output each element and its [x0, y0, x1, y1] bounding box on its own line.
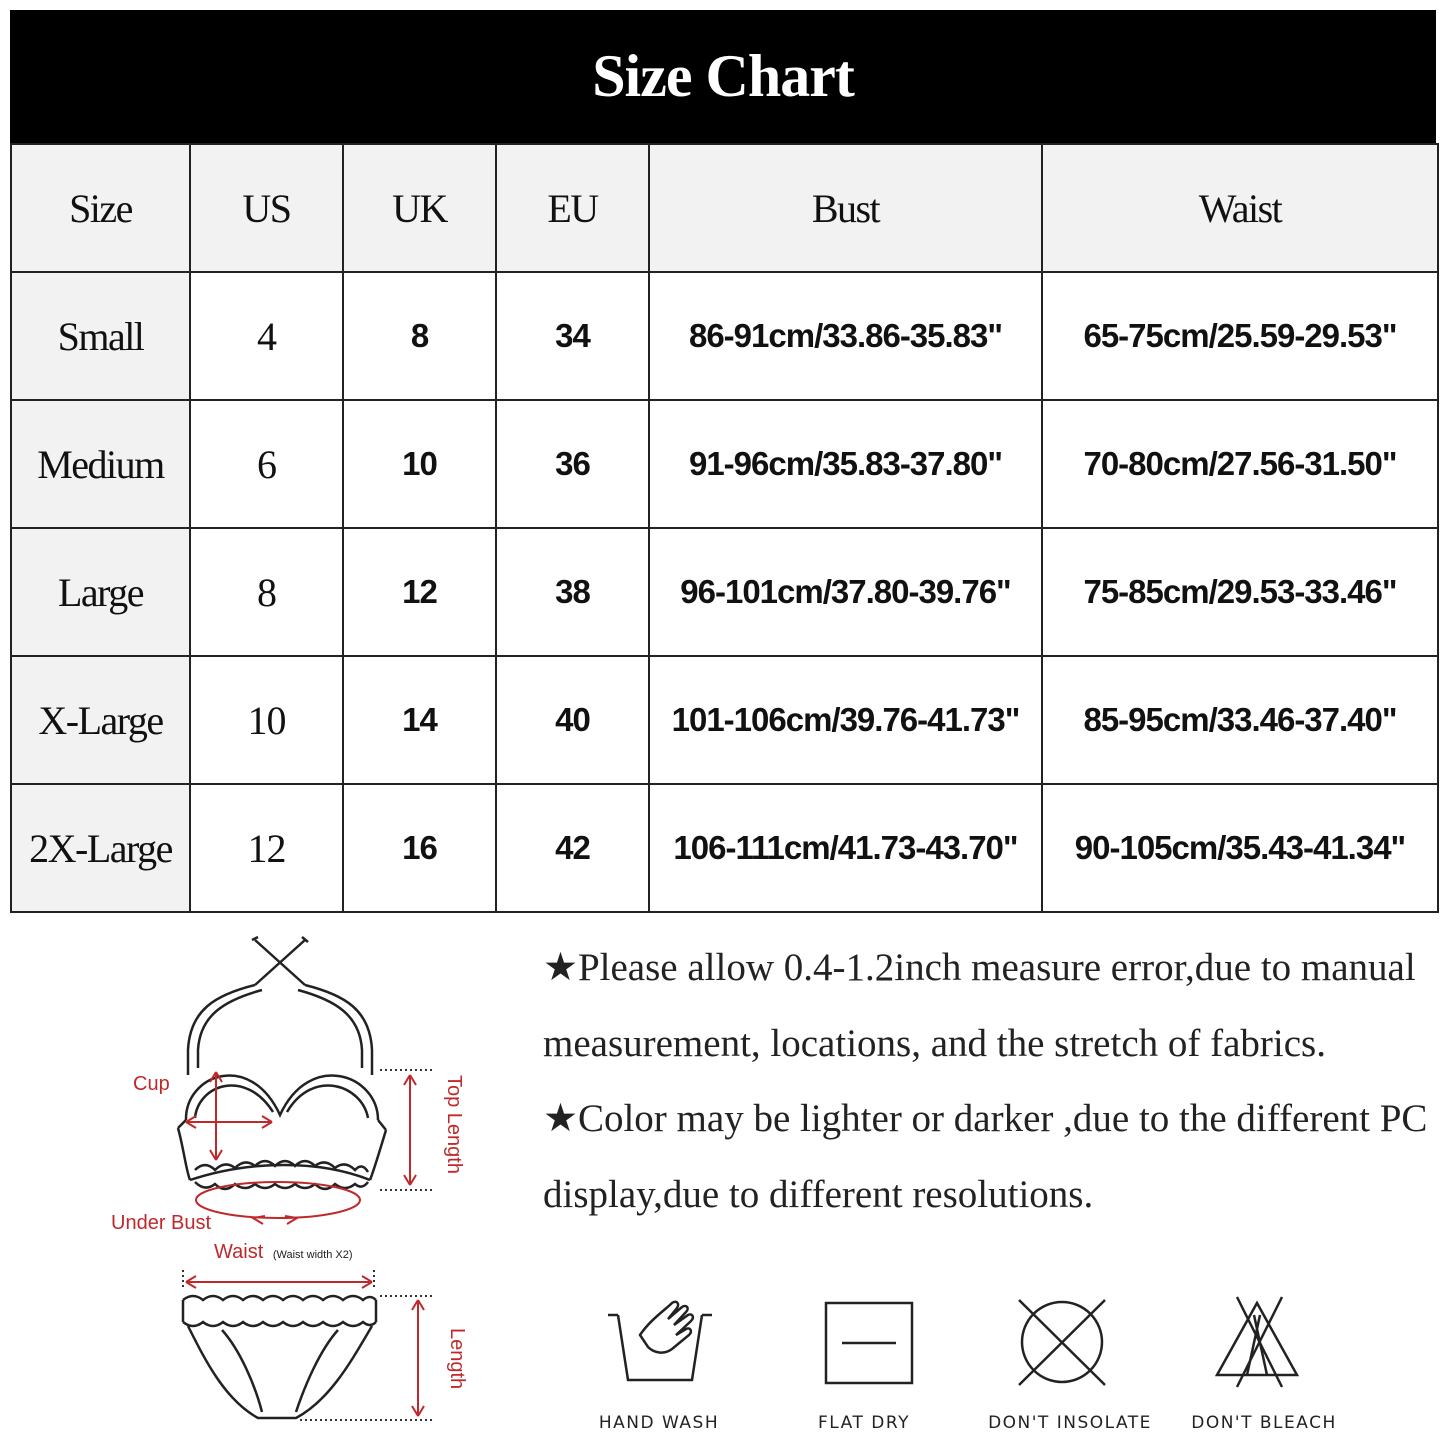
us-cell: 8: [190, 528, 343, 656]
garment-diagram: [0, 925, 520, 1445]
uk-cell: 12: [343, 528, 496, 656]
header-size: Size: [11, 144, 190, 272]
eu-cell: 40: [496, 656, 649, 784]
hand-wash-icon: [560, 1295, 760, 1395]
top-length-label: Top Length: [443, 1075, 465, 1174]
size-chart-title: Size Chart: [10, 10, 1436, 143]
uk-cell: 14: [343, 656, 496, 784]
table-row: [11, 784, 1438, 912]
note-color: ★Color may be lighter or darker ,due to the different PC display,due to different resolutions.: [543, 1097, 1428, 1216]
dont-bleach-label: DON'T BLEACH: [1191, 1413, 1337, 1433]
us-cell: 4: [190, 272, 343, 400]
bikini-top-illustration: [178, 937, 386, 1189]
header-eu: EU: [496, 144, 649, 272]
length-label: Length: [446, 1328, 468, 1390]
waist-cell: 75-85cm/29.53-33.46": [1042, 528, 1438, 656]
bust-cell: 91-96cm/35.83-37.80": [649, 400, 1042, 528]
under-bust-label: Under Bust: [111, 1212, 212, 1234]
bust-cell: 101-106cm/39.76-41.73": [649, 656, 1042, 784]
waist-cell: 85-95cm/33.46-37.40": [1042, 656, 1438, 784]
eu-cell: 38: [496, 528, 649, 656]
header-us: US: [190, 144, 343, 272]
table-row: [11, 656, 1438, 784]
bikini-bottom-illustration: [183, 1296, 376, 1418]
table-row: [11, 400, 1438, 528]
cup-label: Cup: [133, 1073, 170, 1095]
waist-cell: 90-105cm/35.43-41.34": [1042, 784, 1438, 912]
size-cell: Large: [11, 528, 190, 656]
hand-wash-label: HAND WASH: [598, 1413, 720, 1433]
uk-cell: 16: [343, 784, 496, 912]
dont-insolate-label: DON'T INSOLATE: [988, 1413, 1152, 1433]
waist-cell: 70-80cm/27.56-31.50": [1042, 400, 1438, 528]
bust-cell: 86-91cm/33.86-35.83": [649, 272, 1042, 400]
flat-dry-icon: [764, 1295, 964, 1385]
uk-cell: 8: [343, 272, 496, 400]
note-measure-error: ★Please allow 0.4-1.2inch measure error,due to manual measurement, locations, and the stretch of fabrics.: [543, 946, 1416, 1065]
eu-cell: 42: [496, 784, 649, 912]
waist-label-text: Waist: [214, 1241, 264, 1263]
eu-cell: 36: [496, 400, 649, 528]
waist-cell: 65-75cm/25.59-29.53": [1042, 272, 1438, 400]
bust-cell: 106-111cm/41.73-43.70": [649, 784, 1042, 912]
table-row: [11, 272, 1438, 400]
notes-block: [543, 930, 1433, 1232]
dont-bleach-icon: [1157, 1295, 1357, 1390]
table-header-row: [11, 144, 1438, 272]
size-table: [10, 143, 1439, 913]
us-cell: 6: [190, 400, 343, 528]
size-cell: 2X-Large: [11, 784, 190, 912]
header-waist: Waist: [1042, 144, 1438, 272]
size-cell: Small: [11, 272, 190, 400]
header-uk: UK: [343, 144, 496, 272]
uk-cell: 10: [343, 400, 496, 528]
table-row: [11, 528, 1438, 656]
us-cell: 10: [190, 656, 343, 784]
size-cell: X-Large: [11, 656, 190, 784]
header-bust: Bust: [649, 144, 1042, 272]
eu-cell: 34: [496, 272, 649, 400]
bust-cell: 96-101cm/37.80-39.76": [649, 528, 1042, 656]
dont-insolate-icon: [962, 1295, 1162, 1390]
us-cell: 12: [190, 784, 343, 912]
size-cell: Medium: [11, 400, 190, 528]
waist-note: (Waist width X2): [272, 1249, 353, 1261]
waist-label: [214, 1241, 353, 1264]
flat-dry-label: FLAT DRY: [818, 1413, 910, 1433]
